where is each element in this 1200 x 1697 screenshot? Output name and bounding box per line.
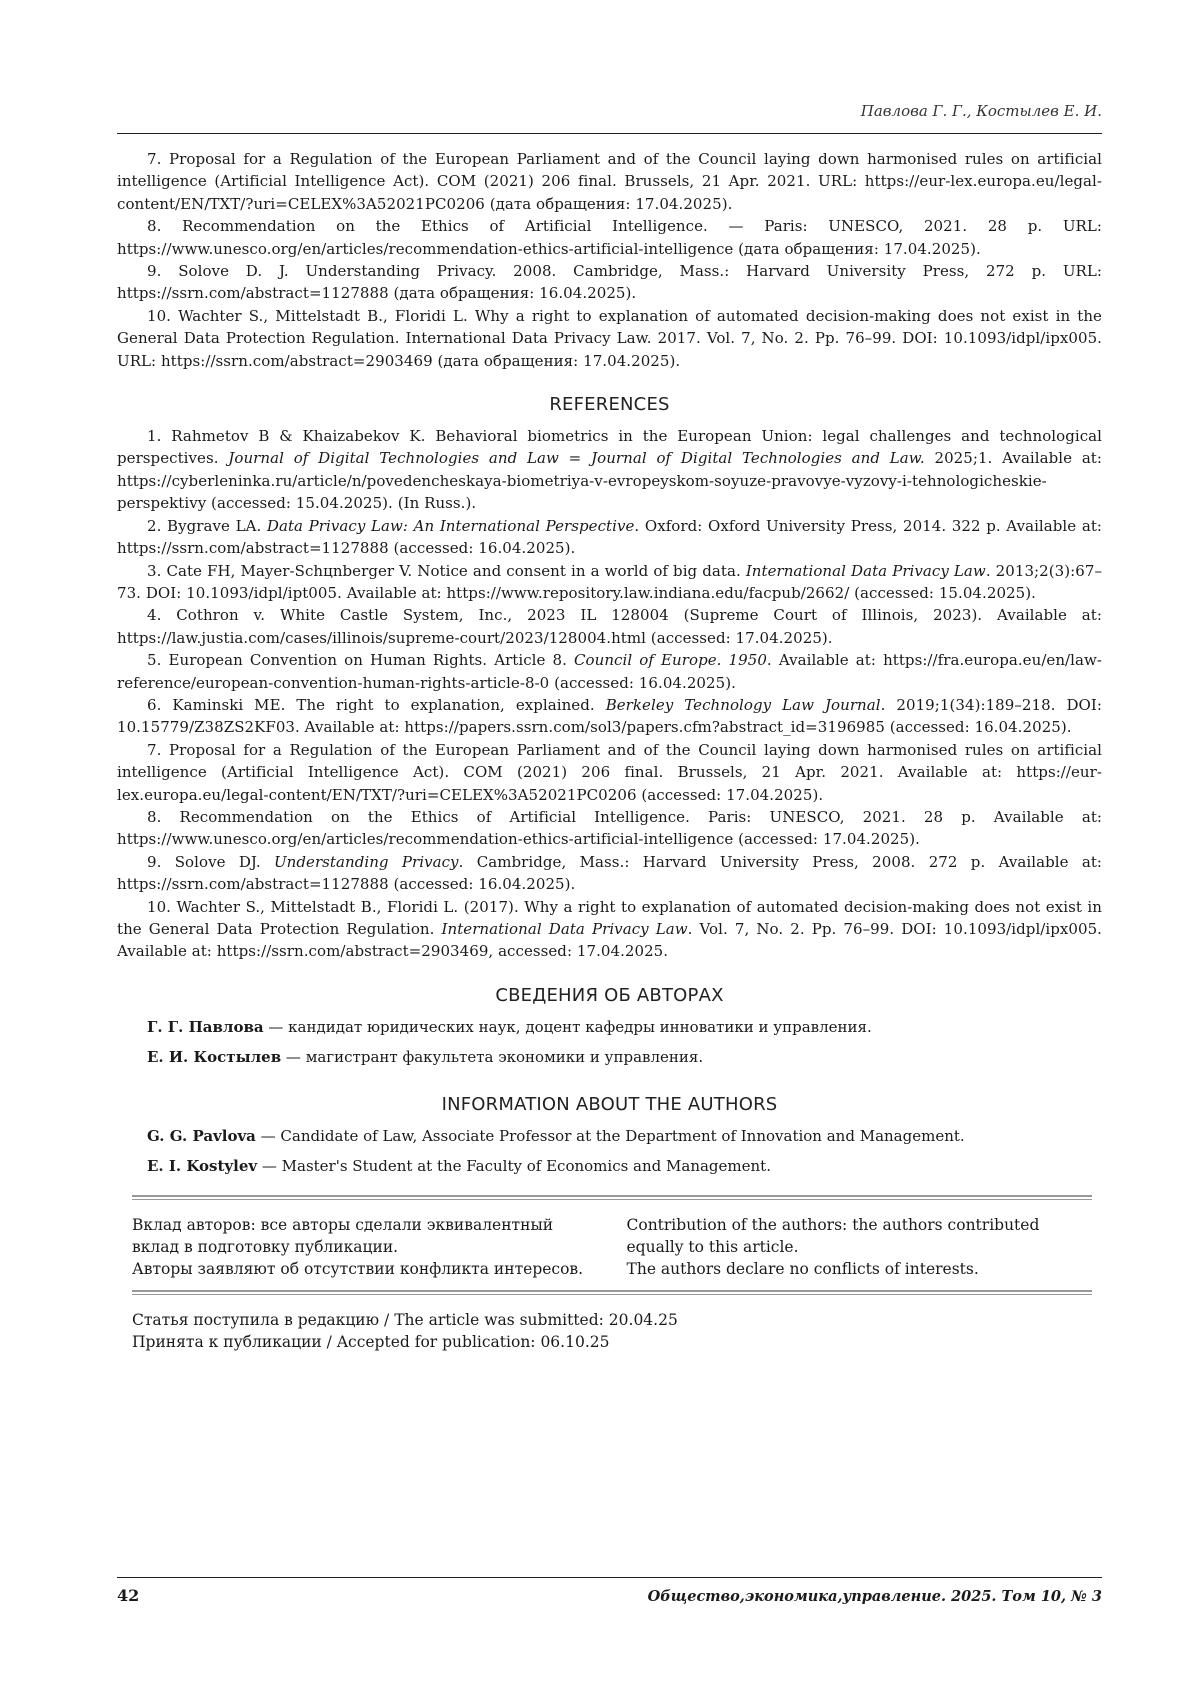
submitted-date: Статья поступила в редакцию / The article was submitted: 20.04.25 bbox=[132, 1310, 678, 1329]
author-name: G. G. Pavlova bbox=[147, 1126, 256, 1145]
ru-reference-item: 9. Solove D. J. Understanding Privacy. 2008. Cambridge, Mass.: Harvard University Press, 272 p. URL: https://ssrn.com/abstract=1127888 (дата обращения: 16.04.2025). bbox=[117, 262, 1102, 303]
reference-text: . Cambridge, Mass.: Harvard University Press, 2008. 272 p. Available at: https://ssrn.com/abstract=1127888 (accessed: 16.04.2025). bbox=[117, 852, 1102, 894]
running-head: Павлова Г. Г., Костылев Е. И. bbox=[860, 102, 1102, 120]
reference-text: . Oxford: Oxford University Press, 2014. 322 p. Available at: https://ssrn.com/abstract=1127888 (accessed: 16.04.2025). bbox=[117, 516, 1102, 558]
ru-reference-item: 8. Recommendation on the Ethics of Artificial Intelligence. — Paris: UNESCO, 2021. 28 p. URL: https://www.unesco.org/en/articles/recommendation-ethics-artificial-intelligence (дата обращения: 17.04.2025). bbox=[117, 217, 1102, 258]
reference-source: International Data Privacy Law bbox=[441, 920, 688, 938]
authors-en-heading: INFORMATION ABOUT THE AUTHORS bbox=[441, 1093, 778, 1115]
reference-text: . Available at: https://fra.europa.eu/en/law-reference/european-convention-human-rights-article-8-0 (accessed: 16.04.2025). bbox=[117, 651, 1103, 692]
contribution-en bbox=[593, 1214, 1088, 1280]
article-dates bbox=[132, 1309, 1102, 1353]
contribution-ru-text: Вклад авторов: все авторы сделали эквивалентный вклад в подготовку публикации. bbox=[132, 1215, 554, 1256]
reference-source: Understanding Privacy bbox=[273, 852, 459, 871]
ru-reference-item: 10. Wachter S., Mittelstadt B., Floridi L. Why a right to explanation of automated decision-making does not exist in the General Data Protection Regulation. International Data Privacy Law. 2017. Vol. 7, No. 2. Pp. 76–99. DOI: 10.1093/idpl/ipx005. URL: https://ssrn.com/abstract=2903469 (дата обращения: 17.04.2025). bbox=[117, 306, 1102, 370]
author-en-entry bbox=[147, 1155, 1102, 1177]
contribution-block bbox=[132, 1214, 1087, 1280]
author-description: — Candidate of Law, Associate Professor at the Department of Innovation and Management. bbox=[255, 1126, 965, 1145]
reference-text: 2025;1. Available at: https://cyberleninka.ru/article/n/povedencheskaya-biometriya-v-evropeyskom-soyuze-pravovye-vyzovy-i-tehnologicheskie-perspektivy (accessed: 15.04.2025). (In Russ.). bbox=[117, 449, 1102, 513]
ru-reference-list bbox=[117, 148, 1102, 372]
reference-text: 5. European Convention on Human Rights. Article 8. bbox=[147, 651, 575, 670]
reference-item bbox=[117, 604, 1102, 649]
author-name: Г. Г. Павлова bbox=[147, 1017, 264, 1036]
references-heading: REFERENCES bbox=[549, 394, 670, 416]
reference-item bbox=[117, 649, 1102, 694]
reference-text: 1. Rahmetov B & Khaizabekov K. Behavioral biometrics in the European Union: legal challenges and technological perspectives. bbox=[117, 427, 1102, 468]
reference-text: 8. Recommendation on the Ethics of Artificial Intelligence. Paris: UNESCO, 2021. 28 p. Available at: https://www.unesco.org/en/articles/recommendation-ethics-artificial-intelligence (accessed: 17.04.2025). bbox=[117, 807, 1102, 849]
reference-item bbox=[117, 425, 1102, 515]
reference-item bbox=[117, 896, 1102, 963]
reference-text: 10. Wachter S., Mittelstadt B., Floridi L. (2017). Why a right to explanation of automated decision-making does not exist in the General Data Protection Regulation. bbox=[117, 897, 1102, 938]
authors-ru-heading: СВЕДЕНИЯ ОБ АВТОРАХ bbox=[495, 984, 724, 1006]
footer-rule bbox=[117, 1577, 1102, 1578]
reference-source: Berkeley Technology Law Journal bbox=[605, 695, 881, 714]
author-description: — Master's Student at the Faculty of Economics and Management. bbox=[257, 1156, 771, 1175]
author-name: E. I. Kostylev bbox=[147, 1156, 258, 1175]
reference-item bbox=[117, 515, 1102, 560]
page-body bbox=[117, 148, 1102, 1353]
reference-source: Council of Europe. 1950 bbox=[574, 651, 767, 670]
reference-text: 9. Solove DJ. bbox=[147, 852, 274, 871]
reference-text: 3. Cate FH, Mayer-Schцnberger V. Notice and consent in a world of big data. bbox=[147, 561, 746, 580]
contribution-ru bbox=[132, 1214, 593, 1280]
reference-item bbox=[117, 739, 1102, 806]
page-number: 42 bbox=[117, 1586, 140, 1605]
reference-item bbox=[117, 560, 1102, 605]
reference-text: 2. Bygrave LA. bbox=[147, 516, 267, 535]
author-ru-entry bbox=[147, 1046, 1102, 1068]
ru-reference-item: 7. Proposal for a Regulation of the European Parliament and of the Council laying down harmonised rules on artificial intelligence (Artificial Intelligence Act). COM (2021) 206 final. Brussels, 21 Apr. 2021. URL: https://eur-lex.europa.eu/legal-content/EN/TXT/?uri=CELEX%3A52021PC0206 (дата обращения: 17.04.2025). bbox=[117, 150, 1102, 213]
accepted-date: Принята к публикации / Accepted for publication: 06.10.25 bbox=[132, 1332, 610, 1351]
reference-text: 4. Cothron v. White Castle System, Inc., 2023 IL 128004 (Supreme Court of Illinois, 2023). Available at: https://law.justia.com/cases/illinois/supreme-court/2023/128004.html (accessed: 17.04.2025). bbox=[117, 606, 1102, 647]
contribution-bottom-rule bbox=[132, 1290, 1092, 1295]
author-description: — кандидат юридических наук, доцент кафедры инноватики и управления. bbox=[263, 1017, 872, 1036]
contribution-en-text: Contribution of the authors: the authors contributed equally to this article. bbox=[626, 1215, 1040, 1256]
author-description: — магистрант факультета экономики и управления. bbox=[281, 1047, 704, 1066]
header-rule bbox=[117, 133, 1102, 134]
reference-text: . 2013;2(3):67–73. DOI: 10.1093/idpl/ipt005. Available at: https://www.repository.law.indiana.edu/facpub/2662/ (accessed: 15.04.2025). bbox=[117, 561, 1102, 602]
reference-item bbox=[117, 694, 1102, 739]
reference-text: . 2019;1(34):189–218. DOI: 10.15779/Z38ZS2KF03. Available at: https://papers.ssrn.com/sol3/papers.cfm?abstract_id=3196985 (accessed: 16.04.2025). bbox=[117, 695, 1102, 737]
reference-text: . Vol. 7, No. 2. Pp. 76–99. DOI: 10.1093/idpl/ipx005. Available at: https://ssrn.com/abstract=2903469, accessed: 17.04.2025. bbox=[117, 920, 1102, 961]
reference-item bbox=[117, 806, 1102, 851]
author-en-entry bbox=[147, 1125, 1102, 1147]
conflict-ru-text: Авторы заявляют об отсутствии конфликта интересов. bbox=[132, 1259, 584, 1278]
reference-source: Journal of Digital Technologies and Law = Journal of Digital Technologies and Law. bbox=[228, 449, 925, 468]
reference-item bbox=[117, 851, 1102, 896]
author-ru-entry bbox=[147, 1016, 1102, 1038]
reference-text: 6. Kaminski ME. The right to explanation, explained. bbox=[147, 695, 606, 714]
conflict-en-text: The authors declare no conflicts of interests. bbox=[626, 1259, 979, 1278]
journal-citation: Общество,экономика,управление. 2025. Том 10, № 3 bbox=[647, 1588, 1102, 1605]
reference-text: 7. Proposal for a Regulation of the European Parliament and of the Council laying down harmonised rules on artificial intelligence (Artificial Intelligence Act). COM (2021) 206 final. Brussels, 21 Apr. 2021. Available at: https://eur-lex.europa.eu/legal-content/EN/TXT/?uri=CELEX%3A52021PC0206 (accessed: 17.04.2025). bbox=[117, 740, 1102, 804]
references-list bbox=[117, 425, 1102, 963]
author-name: Е. И. Костылев bbox=[147, 1047, 282, 1066]
reference-source: Data Privacy Law: An International Perspective bbox=[266, 516, 635, 535]
contribution-top-rule bbox=[132, 1195, 1092, 1200]
reference-source: International Data Privacy Law bbox=[745, 561, 986, 580]
